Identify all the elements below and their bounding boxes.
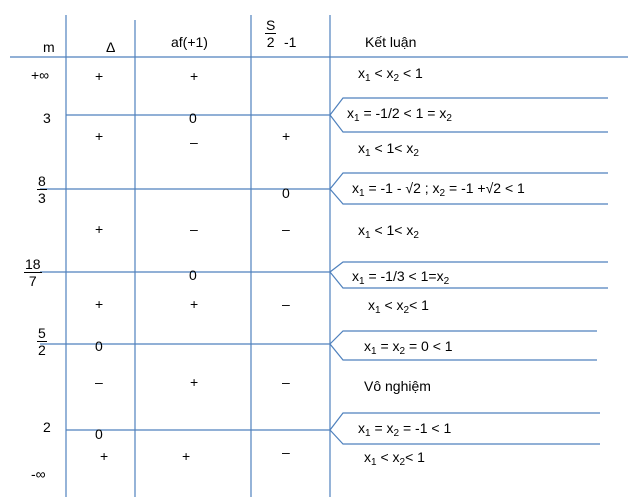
delta-sign: +: [95, 296, 104, 312]
s-sign: –: [282, 221, 290, 237]
af-sign: +: [182, 448, 191, 464]
delta-sign: +: [95, 68, 104, 84]
af-sign: +: [190, 68, 199, 84]
delta-sign: –: [95, 374, 103, 390]
s-sign: –: [282, 444, 290, 460]
m-three: 3: [43, 110, 51, 126]
header-m: m: [43, 39, 55, 55]
m-eight-thirds: [37, 173, 47, 206]
s-zero: 0: [282, 185, 290, 201]
conclusion-text: $x_1 = x_2 = 0 < 1$: [364, 338, 453, 357]
af-zero: 0: [189, 267, 197, 283]
m-plus-infinity: +∞: [31, 67, 50, 83]
header-s-den: 2: [266, 34, 275, 50]
conclusion-text: $x_1 < x_2 < 1$: [358, 65, 423, 84]
delta-zero: 0: [95, 426, 103, 442]
s-sign: –: [282, 374, 290, 390]
delta-sign: +: [100, 448, 109, 464]
m-five-halves-den: 2: [38, 342, 46, 358]
delta-sign: +: [95, 128, 104, 144]
af-sign: +: [190, 296, 199, 312]
header-delta: Δ: [106, 39, 116, 55]
conclusion-text: $x_1 = -1/3 < 1=x_2$: [352, 268, 450, 287]
conclusion-no-solution: Vô nghiệm: [364, 378, 431, 394]
m-eighteen-sevenths-den: 7: [28, 273, 37, 289]
af-sign: +: [190, 374, 199, 390]
m-five-halves-num: 5: [38, 325, 46, 341]
conclusion-text: $x_1 < 1< x_2$: [358, 222, 419, 241]
s-sign: +: [282, 128, 291, 144]
af-zero: 0: [189, 110, 197, 126]
af-sign: –: [190, 134, 198, 150]
header-s-fraction: [265, 17, 276, 50]
m-eight-thirds-den: 3: [38, 190, 46, 206]
conclusion-text: $x_1 < x_2< 1$: [368, 297, 429, 316]
m-eight-thirds-num: 8: [38, 173, 46, 189]
m-eighteen-sevenths-num: 18: [25, 256, 41, 272]
conclusion-text: $x_1 = x_2 = -1 < 1$: [358, 420, 452, 439]
m-eighteen-sevenths: [24, 256, 42, 289]
conclusion-text: $x_1 = -1 - √2$ ; $x_2 = -1 +√2 < 1$: [352, 180, 525, 199]
delta-zero: 0: [95, 338, 103, 354]
header-s-tail: -1: [284, 34, 297, 50]
header-s-num: S: [266, 17, 276, 33]
conclusion-text: $x_1 < 1< x_2$: [358, 140, 419, 159]
m-two: 2: [43, 419, 51, 435]
conclusion-text: $x_1 = -1/2 < 1 = x_2$: [347, 105, 452, 124]
header-conclusion: Kết luận: [365, 34, 417, 50]
s-sign: –: [282, 296, 290, 312]
delta-sign: +: [95, 221, 104, 237]
header-af: af(+1): [171, 34, 208, 50]
conclusion-text: $x_1 < x_2< 1$: [364, 449, 425, 468]
m-minus-infinity: -∞: [31, 466, 46, 482]
af-sign: –: [190, 221, 198, 237]
m-five-halves: [37, 325, 47, 358]
